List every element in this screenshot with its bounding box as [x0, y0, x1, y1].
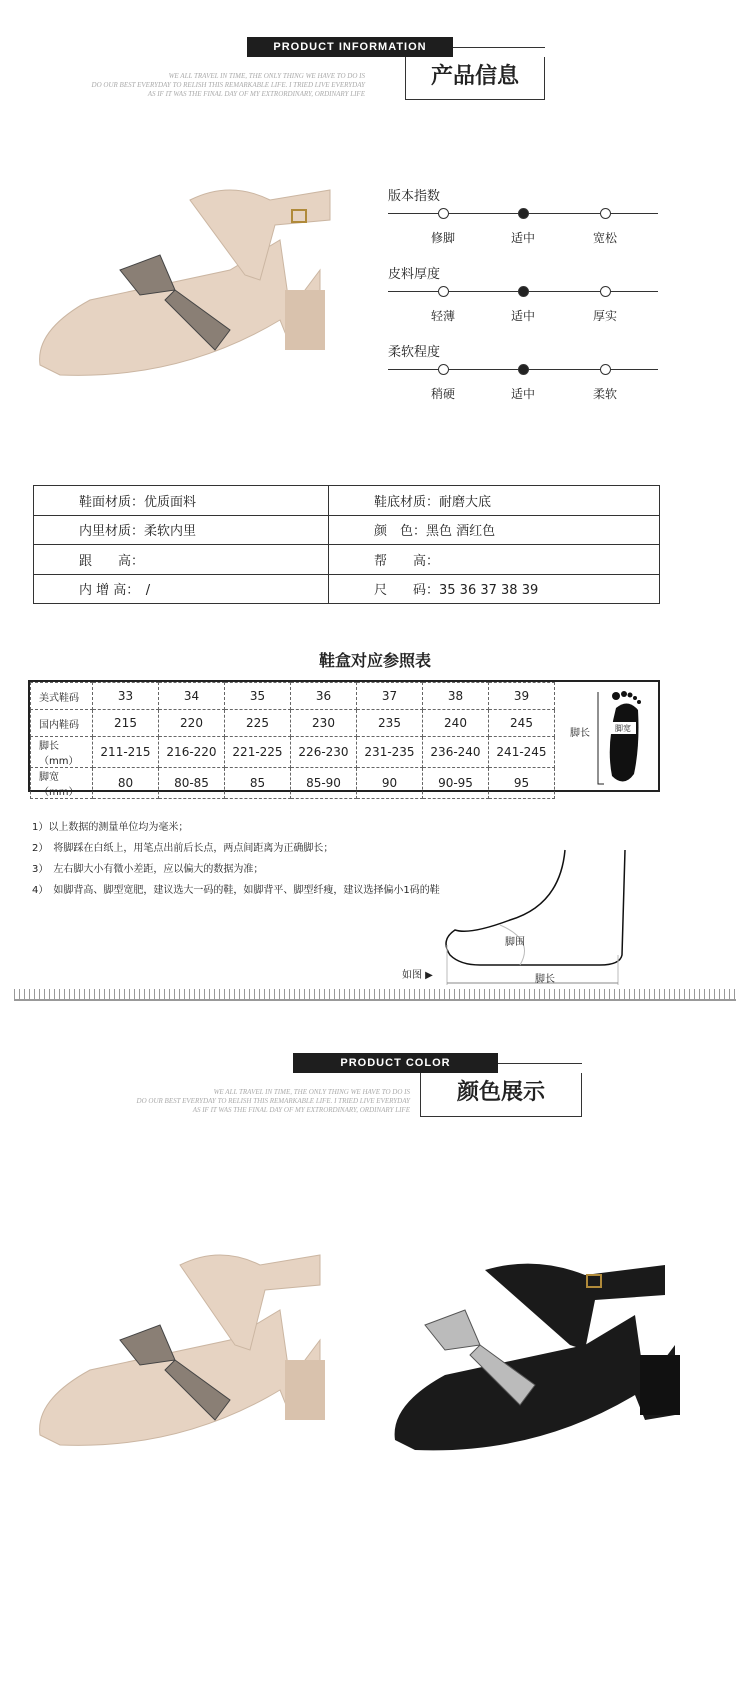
- size-cell: 35: [225, 683, 291, 710]
- scale-option: 厚实: [592, 309, 617, 323]
- size-cell: 90: [357, 768, 423, 799]
- size-row-label: 脚宽（mm）: [31, 768, 93, 799]
- scale-dot: [600, 286, 611, 297]
- spec-cell: 帮 高：: [329, 545, 660, 575]
- scale-option: 适中: [510, 309, 535, 323]
- foot-measure-diagram: [400, 845, 640, 990]
- note-item: 2） 将脚踩在白纸上，用笔点出前后长点，两点间距离为正确脚长；: [32, 843, 334, 854]
- size-cell: 216-220: [159, 737, 225, 768]
- foot-sole-icon: [596, 686, 646, 790]
- scale-dot: [600, 208, 611, 219]
- motto-text: [35, 72, 365, 99]
- scale-1: [388, 263, 658, 341]
- scale-dot: [438, 286, 449, 297]
- size-cell: 241-245: [489, 737, 555, 768]
- spec-cell: 颜 色：黑色 酒红色: [329, 515, 660, 545]
- spec-cell: 内里材质：柔软内里: [34, 515, 329, 545]
- size-chart-title: 鞋盒对应参照表: [318, 651, 431, 670]
- spec-cell: 尺 码：35 36 37 38 39: [329, 574, 660, 604]
- section-header-en: PRODUCT COLOR: [293, 1053, 498, 1073]
- as-shown-label: 如图 ▶: [402, 970, 433, 981]
- motto-line: AS IF IT WAS THE FINAL DAY OF MY EXTRORDINARY, ORDINARY LIFE: [192, 1106, 410, 1114]
- scale-dot: [438, 364, 449, 375]
- spec-cell: 内 增 高： /: [34, 574, 329, 604]
- size-cell: 226-230: [291, 737, 357, 768]
- size-cell: 211-215: [93, 737, 159, 768]
- note-item: 3） 左右脚大小有微小差距，应以偏大的数据为准；: [32, 864, 264, 875]
- scale-option: 适中: [510, 387, 535, 401]
- spec-row: [34, 515, 660, 545]
- size-cell: 34: [159, 683, 225, 710]
- section-title: 颜色展示: [420, 1073, 582, 1117]
- scale-label: 柔软程度: [388, 345, 441, 360]
- size-cell: 95: [489, 768, 555, 799]
- scale-dot-selected: [518, 286, 529, 297]
- size-chart: [28, 680, 660, 798]
- size-cell: 240: [423, 710, 489, 737]
- size-row: [31, 737, 555, 768]
- scale-2: [388, 341, 658, 419]
- scale-option: 柔软: [592, 387, 617, 401]
- size-row: [31, 768, 555, 799]
- motto-line: AS IF IT WAS THE FINAL DAY OF MY EXTRORDINARY, ORDINARY LIFE: [147, 90, 365, 98]
- spec-row: [34, 574, 660, 604]
- divider: [453, 47, 545, 48]
- size-cell: 36: [291, 683, 357, 710]
- section-header-en: PRODUCT INFORMATION: [247, 37, 453, 57]
- scale-dot: [438, 208, 449, 219]
- spec-table: [33, 485, 660, 604]
- size-table: [30, 682, 555, 799]
- spec-row: [34, 545, 660, 575]
- spec-cell: 跟 高：: [34, 545, 329, 575]
- length-label: 脚长: [535, 974, 555, 985]
- product-image-beige-shoe: [30, 180, 360, 395]
- scale-option: 修脚: [430, 231, 455, 245]
- size-cell: 235: [357, 710, 423, 737]
- size-cell: 221-225: [225, 737, 291, 768]
- size-cell: 39: [489, 683, 555, 710]
- size-row-label: 美式鞋码: [31, 683, 93, 710]
- divider: [498, 1063, 582, 1064]
- measurement-notes: [32, 818, 440, 902]
- motto-line: DO OUR BEST EVERYDAY TO RELISH THIS REMARKABLE LIFE. I TRIED LIVE EVERYDAY: [136, 1097, 410, 1105]
- scale-dot: [600, 364, 611, 375]
- foot-width-label: 脚宽: [615, 724, 631, 733]
- size-cell: 80: [93, 768, 159, 799]
- girth-label: 脚围: [505, 937, 525, 948]
- size-cell: 236-240: [423, 737, 489, 768]
- spec-cell: 鞋面材质：优质面料: [34, 486, 329, 516]
- size-cell: 220: [159, 710, 225, 737]
- product-image-black-shoe: [385, 1255, 695, 1470]
- size-cell: 80-85: [159, 768, 225, 799]
- motto-line: DO OUR BEST EVERYDAY TO RELISH THIS REMARKABLE LIFE. I TRIED LIVE EVERYDAY: [91, 81, 365, 89]
- size-cell: 33: [93, 683, 159, 710]
- note-item: 4） 如脚背高、脚型宽肥，建议选大一码的鞋，如脚背平、脚型纤瘦，建议选择偏小1码的鞋: [32, 885, 440, 896]
- size-cell: 85-90: [291, 768, 357, 799]
- motto-line: WE ALL TRAVEL IN TIME, THE ONLY THING WE HAVE TO DO IS: [168, 72, 365, 80]
- scale-dot-selected: [518, 208, 529, 219]
- scale-option: 轻薄: [430, 309, 455, 323]
- scale-label: 皮料厚度: [388, 267, 441, 282]
- size-cell: 215: [93, 710, 159, 737]
- size-cell: 230: [291, 710, 357, 737]
- scale-0: [388, 185, 658, 263]
- size-cell: 90-95: [423, 768, 489, 799]
- size-cell: 38: [423, 683, 489, 710]
- size-row: [31, 683, 555, 710]
- scale-option: 适中: [510, 231, 535, 245]
- size-cell: 85: [225, 768, 291, 799]
- note-item: 1）以上数据的测量单位均为毫米；: [32, 822, 189, 833]
- fit-scales: [388, 185, 658, 419]
- ruler-divider: [14, 989, 736, 1001]
- spec-row: [34, 486, 660, 516]
- scale-option: 稍硬: [430, 387, 455, 401]
- scale-dot-selected: [518, 364, 529, 375]
- motto-line: WE ALL TRAVEL IN TIME, THE ONLY THING WE HAVE TO DO IS: [213, 1088, 410, 1096]
- scale-option: 宽松: [592, 231, 617, 245]
- size-cell: 37: [357, 683, 423, 710]
- product-image-beige-shoe: [30, 1240, 350, 1465]
- spec-cell: 鞋底材质：耐磨大底: [329, 486, 660, 516]
- motto-text: [80, 1088, 410, 1115]
- foot-length-label: 脚长: [570, 728, 590, 739]
- size-cell: 225: [225, 710, 291, 737]
- section-title: 产品信息: [405, 57, 545, 100]
- size-row-label: 国内鞋码: [31, 710, 93, 737]
- scale-label: 版本指数: [388, 189, 441, 204]
- size-cell: 231-235: [357, 737, 423, 768]
- size-cell: 245: [489, 710, 555, 737]
- size-row: [31, 710, 555, 737]
- size-row-label: 脚长（mm）: [31, 737, 93, 768]
